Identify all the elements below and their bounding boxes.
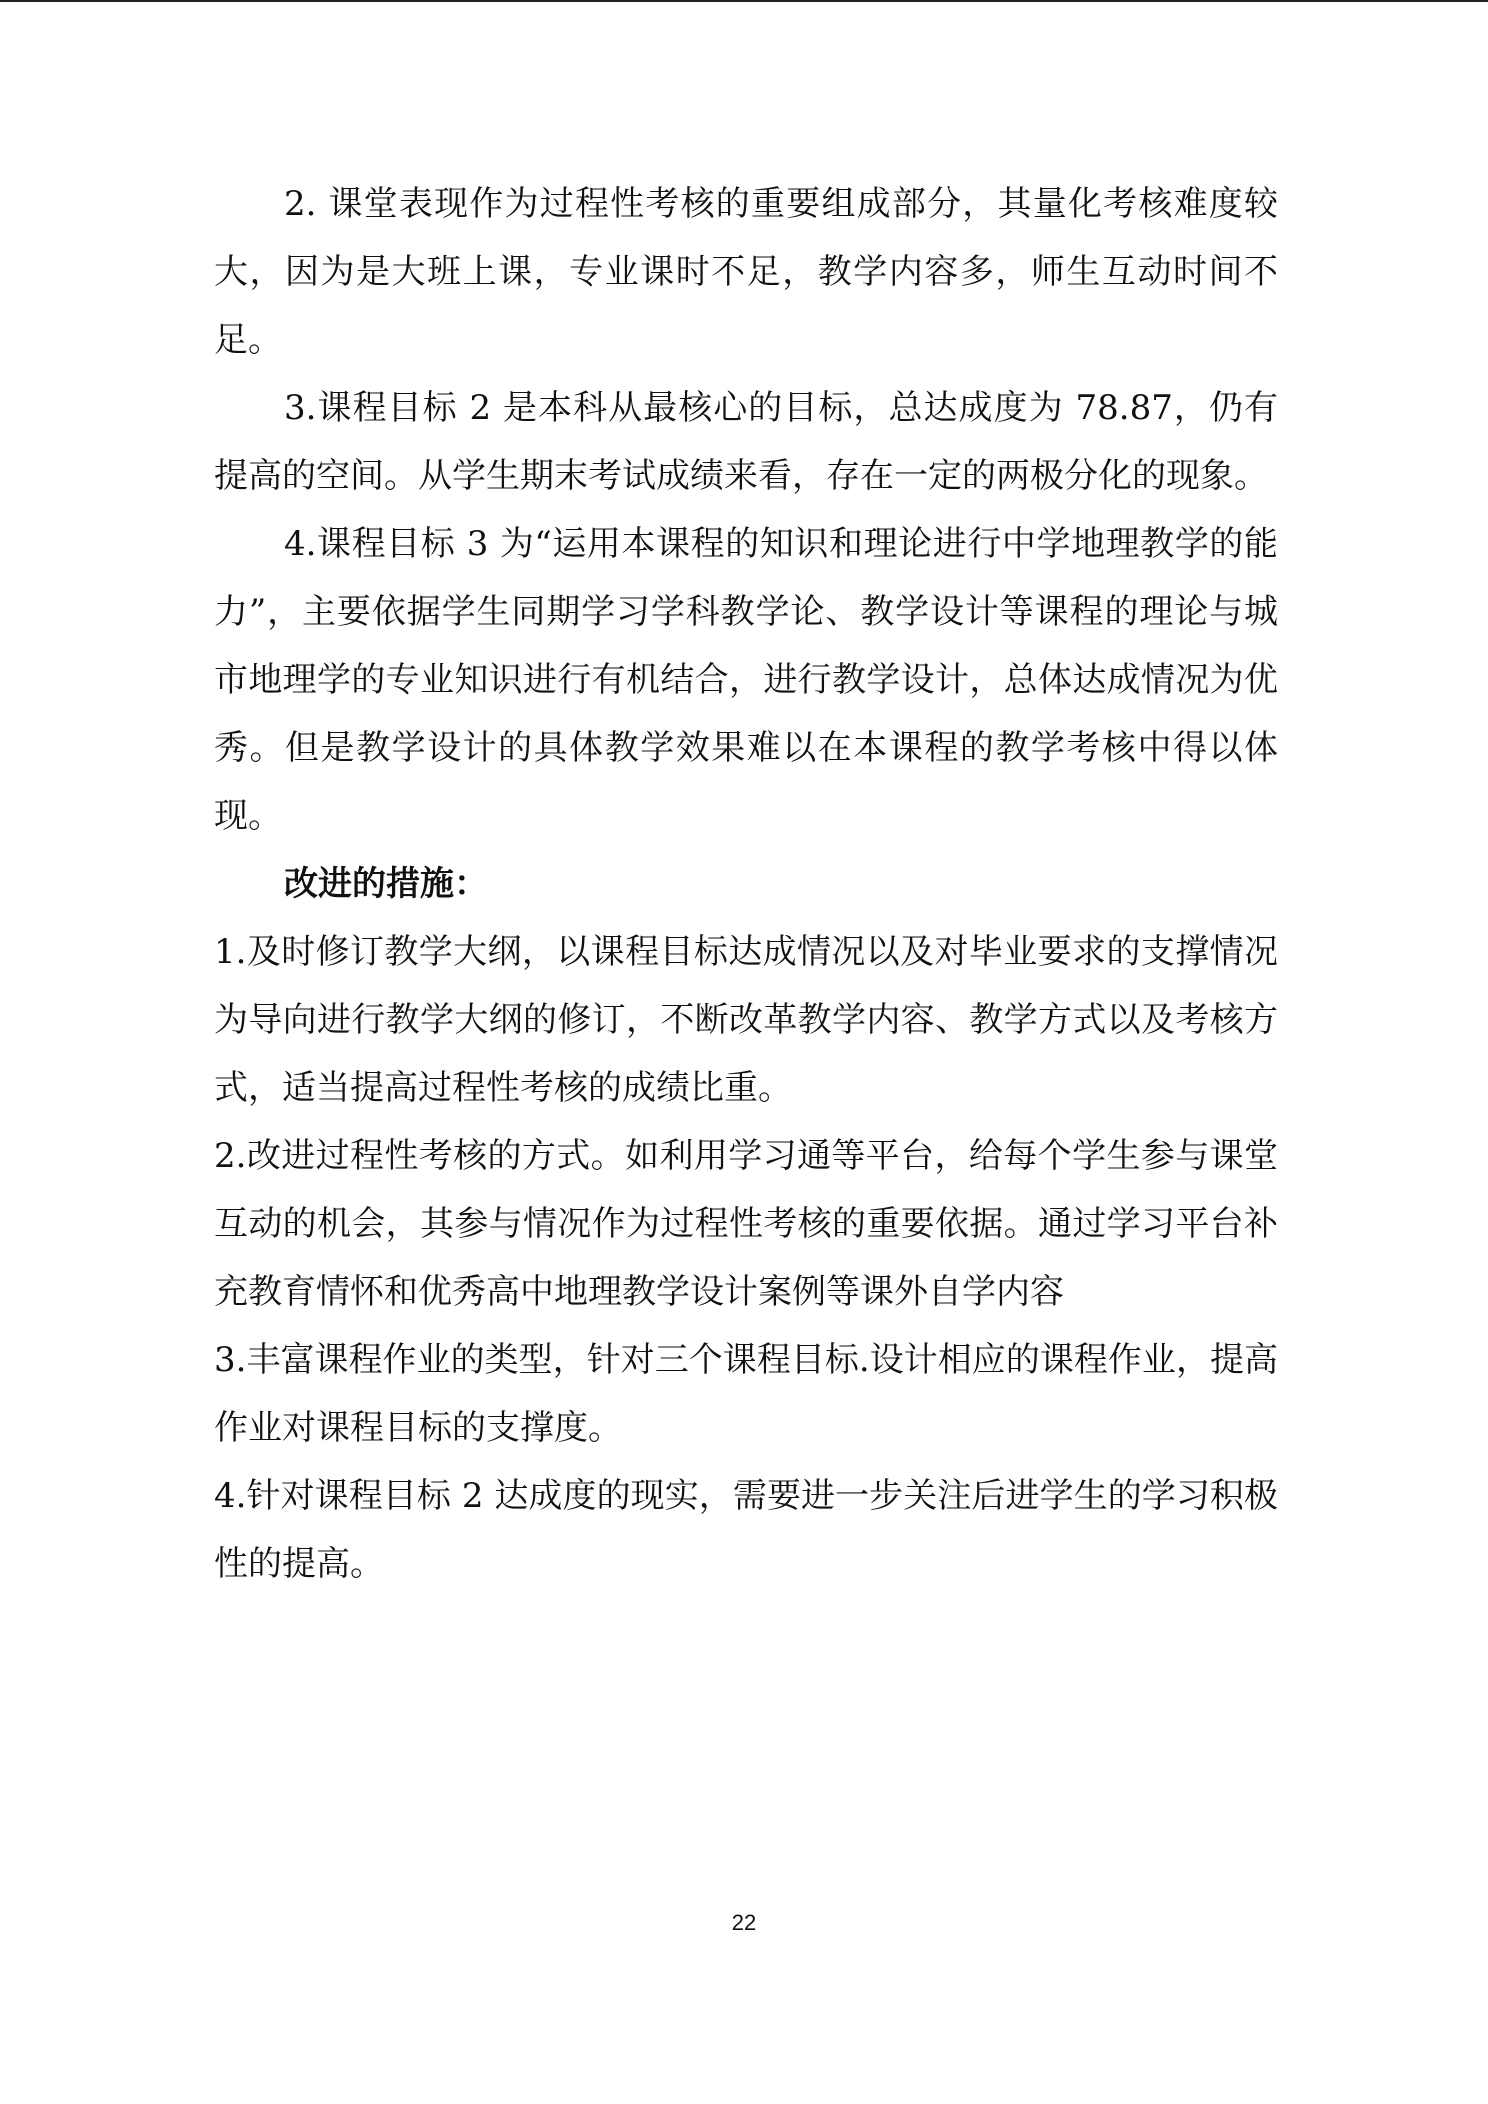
paragraph-classroom-performance: 2. 课堂表现作为过程性考核的重要组成部分，其量化考核难度较大，因为是大班上课，专业课时不足，教学内容多，师生互动时间不足。 — [214, 184, 1278, 360]
measure-item-2: 2.改进过程性考核的方式。如利用学习通等平台，给每个学生参与课堂互动的机会，其参与情况作为过程性考核的重要依据。通过学习平台补充教育情怀和优秀高中地理教学设计案例等课外自学内容 — [214, 1136, 1278, 1312]
document-body — [214, 170, 1278, 1598]
improvement-measures-heading: 改进的措施： — [284, 864, 488, 904]
measure-item-4: 4.针对课程目标 2 达成度的现实，需要进一步关注后进学生的学习积极性的提高。 — [214, 1476, 1278, 1584]
measure-item-1: 1.及时修订教学大纲，以课程目标达成情况以及对毕业要求的支撑情况为导向进行教学大纲的修订，不断改革教学内容、教学方式以及考核方式，适当提高过程性考核的成绩比重。 — [214, 932, 1278, 1108]
page-number: 22 — [731, 1910, 757, 1935]
measure-item-3: 3.丰富课程作业的类型，针对三个课程目标.设计相应的课程作业，提高作业对课程目标的支撑度。 — [214, 1340, 1278, 1448]
top-border-line — [0, 0, 1488, 2]
paragraph-course-objective-2: 3.课程目标 2 是本科从最核心的目标，总达成度为 78.87，仍有提高的空间。从学生期末考试成绩来看，存在一定的两极分化的现象。 — [214, 388, 1278, 496]
paragraph-course-objective-3: 4.课程目标 3 为“运用本课程的知识和理论进行中学地理教学的能力”，主要依据学生同期学习学科教学论、教学设计等课程的理论与城市地理学的专业知识进行有机结合，进行教学设计，总体达成情况为优秀。但是教学设计的具体教学效果难以在本课程的教学考核中得以体现。 — [214, 524, 1278, 836]
